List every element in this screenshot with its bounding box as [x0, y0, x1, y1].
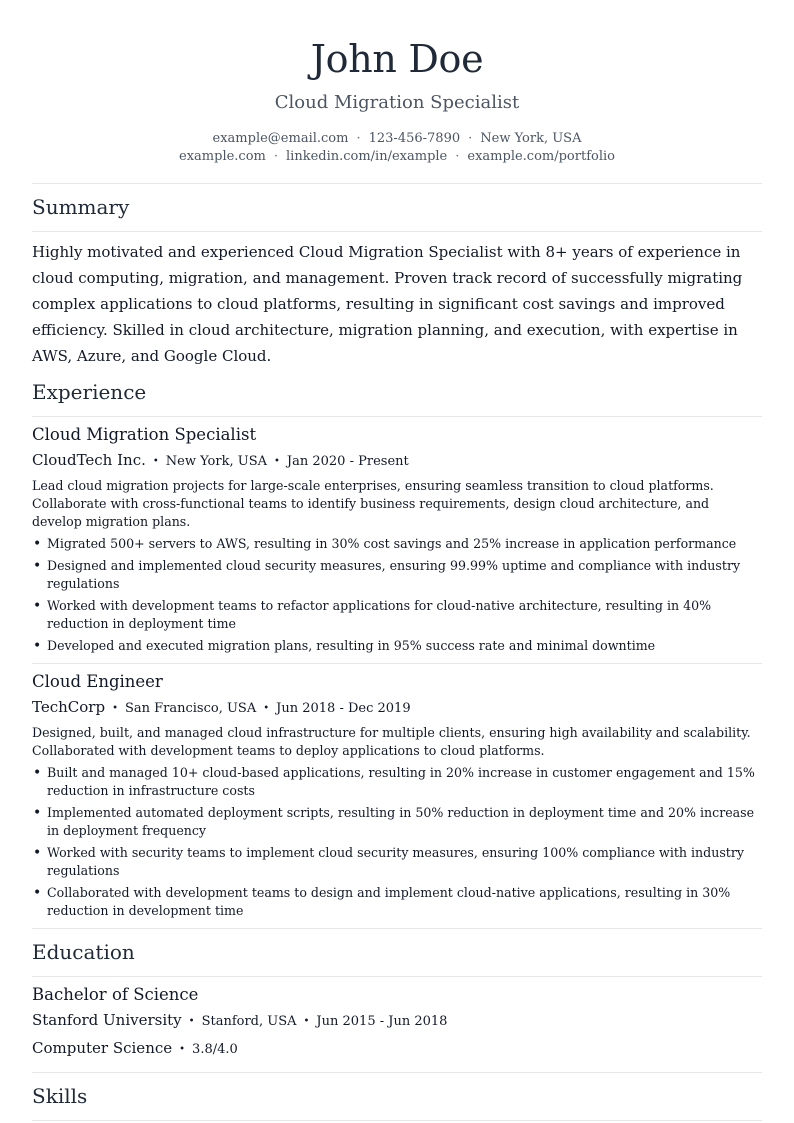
achievement-item: • Worked with security teams to implement cloud security measures, ensuring 100% compliance with industry regulations: [32, 844, 762, 880]
candidate-name: John Doe: [310, 37, 484, 81]
meta-bullet: •: [188, 1016, 195, 1027]
entry-divider: [32, 1072, 762, 1073]
company-name: TechCorp: [32, 698, 106, 716]
meta-bullet: •: [274, 456, 280, 467]
job-location: San Francisco, USA: [124, 701, 257, 716]
achievement-item: • Collaborated with development teams to design and implement cloud-native applications, resulting in 30% reduction in development time: [32, 884, 762, 920]
job-dates: Jan 2020 - Present: [286, 454, 409, 469]
degree-title: Bachelor of Science: [32, 985, 199, 1004]
section-divider: [32, 231, 762, 232]
resume-header: [32, 0, 762, 166]
job-meta: [32, 451, 762, 472]
meta-bullet: •: [152, 456, 159, 467]
achievement-item: • Designed and implemented cloud security measures, ensuring 99.99% uptime and compliance with industry regulations: [32, 557, 762, 593]
job-dates: Jun 2018 - Dec 2019: [276, 701, 411, 716]
achievement-item: • Developed and executed migration plans, resulting in 95% success rate and minimal downtime: [32, 637, 762, 655]
job-title: Cloud Engineer: [32, 672, 163, 691]
contact-separator: ·: [273, 149, 278, 164]
achievement-item: • Migrated 500+ servers to AWS, resulting in 30% cost savings and 25% increase in application performance: [32, 535, 762, 553]
website-link[interactable]: example.com: [179, 149, 266, 164]
portfolio-link[interactable]: example.com/portfolio: [467, 149, 615, 164]
job-description: Lead cloud migration projects for large-scale enterprises, ensuring seamless transition to cloud platforms. Collaborate with cross-functional teams to identify business requirements, design cloud architecture, and develop migration plans.: [32, 478, 714, 529]
field-of-study: Computer Science: [32, 1039, 173, 1057]
summary-text: Highly motivated and experienced Cloud Migration Specialist with 8+ years of experience in cloud computing, migration, and management. Proven track record of successfully migrating complex applications to cloud platforms, resulting in significant cost savings and improved efficiency. Skilled in cloud architecture, migration planning, and execution, with expertise in AWS, Azure, and Google Cloud.: [32, 243, 743, 365]
email-link[interactable]: example@email.com: [212, 131, 349, 146]
job-entry: [32, 671, 762, 920]
achievement-item: • Worked with development teams to refactor applications for cloud-native architecture, resulting in 40% reduction in deployment time: [32, 597, 762, 633]
job-location: New York, USA: [165, 454, 267, 469]
achievement-item: • Implemented automated deployment scripts, resulting in 50% reduction in deployment time and 20% increase in deployment frequency: [32, 804, 762, 840]
candidate-title: Cloud Migration Specialist: [274, 92, 520, 113]
summary-section: [32, 194, 762, 369]
section-divider: [32, 976, 762, 977]
education-heading: Education: [32, 940, 135, 964]
job-achievements: [32, 764, 762, 920]
section-divider: [32, 416, 762, 417]
school-meta: [32, 1011, 762, 1032]
contact-separator: ·: [468, 131, 473, 146]
job-title: Cloud Migration Specialist: [32, 425, 257, 444]
job-description: Designed, built, and managed cloud infrastructure for multiple clients, ensuring high availability and scalability. Collaborated with development teams to deploy applications to cloud platforms.: [32, 725, 751, 758]
education-dates: Jun 2015 - Jun 2018: [316, 1014, 448, 1029]
job-entry: [32, 424, 762, 655]
contact-line-1: [32, 130, 762, 148]
experience-heading: Experience: [32, 380, 147, 404]
gpa-value: 3.8/4.0: [192, 1042, 238, 1057]
linkedin-link[interactable]: linkedin.com/in/example: [286, 149, 448, 164]
contact-line-2: [32, 148, 762, 166]
location-text: New York, USA: [480, 131, 582, 146]
skills-heading: Skills: [32, 1084, 88, 1108]
entry-divider: [32, 928, 762, 929]
meta-bullet: •: [303, 1016, 310, 1027]
header-divider: [32, 183, 762, 184]
field-meta: [32, 1039, 762, 1060]
contact-separator: ·: [455, 149, 460, 164]
meta-bullet: •: [179, 1044, 186, 1055]
company-name: CloudTech Inc.: [32, 451, 146, 469]
meta-bullet: •: [263, 703, 270, 714]
job-meta: [32, 698, 762, 719]
job-achievements: [32, 535, 762, 655]
achievement-item: • Built and managed 10+ cloud-based applications, resulting in 20% increase in customer engagement and 15% reduction in infrastructure costs: [32, 764, 762, 800]
skills-section: [32, 1083, 762, 1121]
education-section: [32, 939, 762, 1073]
school-name: Stanford University: [32, 1011, 182, 1029]
phone-number: 123-456-7890: [368, 131, 461, 146]
meta-bullet: •: [112, 703, 118, 714]
school-location: Stanford, USA: [201, 1014, 297, 1029]
section-divider: [32, 1120, 762, 1121]
experience-section: [32, 379, 762, 929]
summary-heading: Summary: [32, 195, 130, 219]
entry-divider: [32, 663, 762, 664]
contact-separator: ·: [356, 131, 361, 146]
